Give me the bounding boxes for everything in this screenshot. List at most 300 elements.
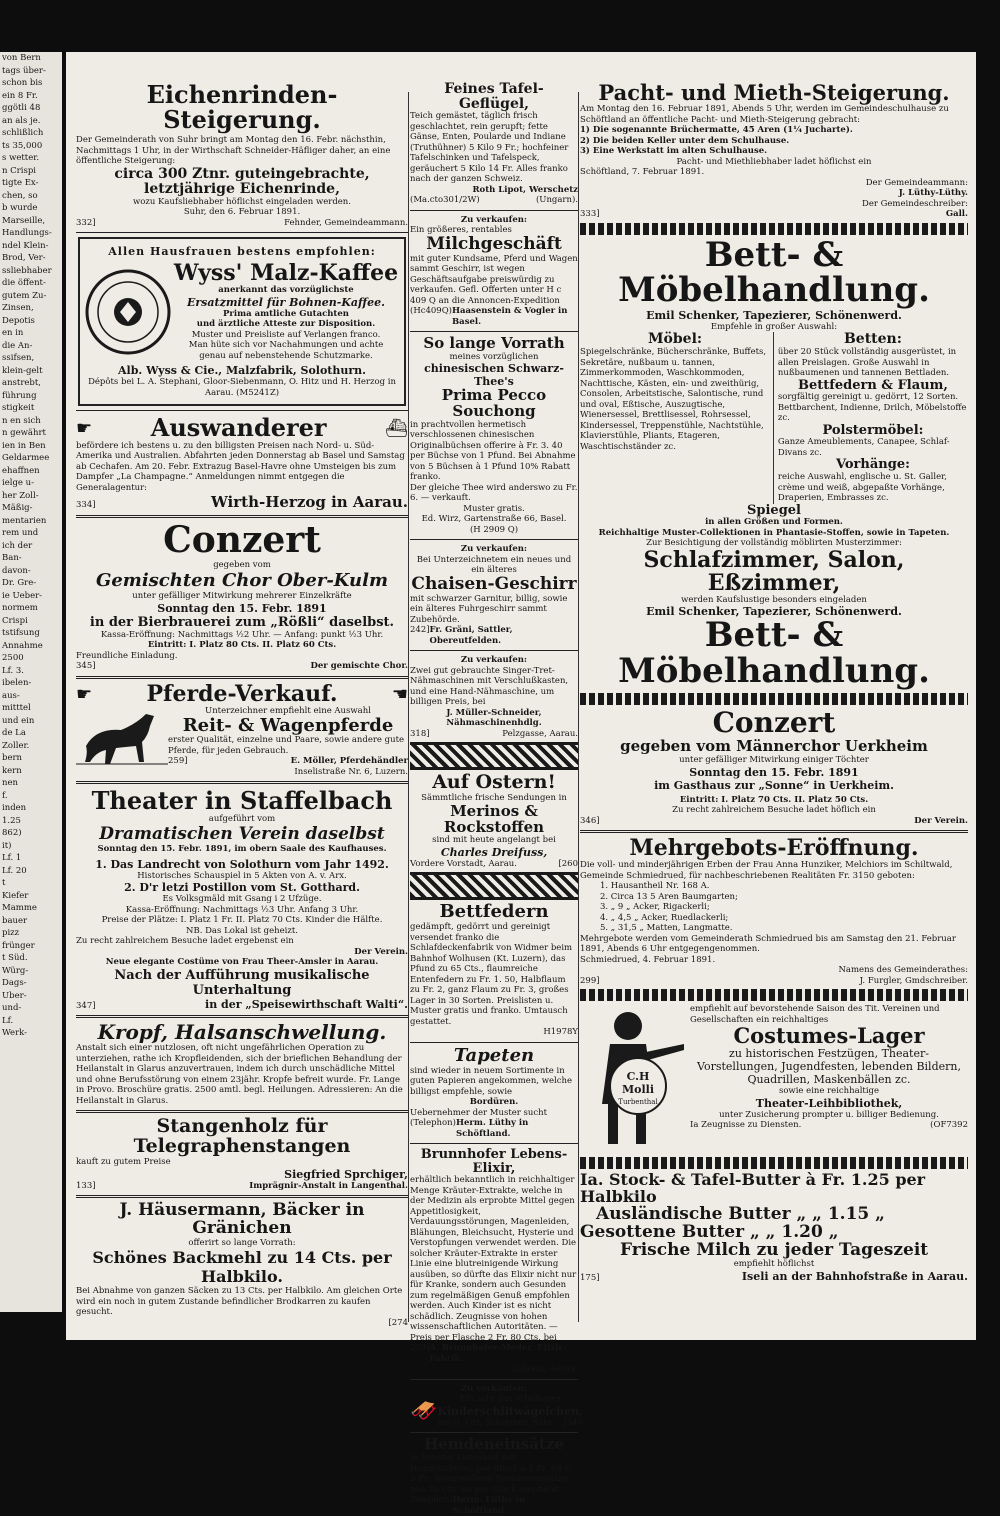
ad-title: Pacht- und Mieth-Steigerung. [598, 80, 950, 105]
ad-kropf [76, 1022, 408, 1106]
section-heading: Vorhänge: [835, 457, 910, 473]
ad-text: Teich gemästet, täglich frisch geschlachtet, rein gerupft; fette Gänse, Enten, Poularde und Indiane (Truthühner) 5 Kilo 9 Fr.; hochfeiner Tafelschinken und Tafelspeck, geräuchert 5 Kilo 14 Fr. Alles franko nach der ganzen Schweiz. [410, 111, 569, 185]
ad-agent: Wirth-Herzog in Aarau. [210, 493, 408, 512]
strip-line: führung [2, 390, 37, 401]
ad-prices: Preise der Plätze: I. Platz 1 Fr. II. Platz 70 Cts. Kinder die Hälfte. [101, 915, 383, 926]
ad-highlight: Schönes Backmehl zu 14 Cts. per Halbkilo. [92, 1248, 392, 1287]
ad-text: Bordüren. [469, 1097, 519, 1108]
strip-line: Werk- [2, 1028, 28, 1038]
ad-title: Eichenrinden-Steigerung. [146, 80, 338, 135]
strip-line: chen, so [2, 190, 38, 201]
strip-line: aus- [2, 690, 20, 701]
ad-highlight: circa 300 Ztnr. guteingebrachte, letztjährige Eichenrinde, [114, 165, 370, 197]
divider [76, 515, 408, 518]
ad-text: wozu Kaufsliebhaber höflichst eingeladen werden. [133, 196, 351, 207]
ad-naehmaschinen [410, 655, 578, 739]
column-left [76, 82, 408, 1328]
ad-mehrgebots [580, 837, 968, 986]
strip-line: n gewährt [2, 428, 46, 438]
ad-number: (OF7392 [930, 1120, 968, 1131]
ad-subtitle: Ein größeres, rentables [410, 225, 512, 236]
ad-number: [274 [388, 1317, 408, 1328]
strip-line: Zinsen, [2, 303, 34, 313]
ad-text: kauft zu gutem Preise [76, 1157, 171, 1167]
ad-number: 259] [168, 756, 188, 767]
strip-line: Brod, Ver- [2, 253, 46, 263]
ad-signature: Der Gemeindeschreiber: [862, 198, 968, 209]
strip-line: Dags- [2, 978, 27, 988]
ad-title: Kropf, Halsanschwellung. [97, 1020, 387, 1045]
strip-line: ielge u- [2, 478, 34, 488]
ad-club: Dramatischen Verein daselbst [99, 824, 385, 845]
ad-date: Schöftland, 7. Februar 1891. [580, 167, 705, 178]
ad-subtitle: gegeben vom [213, 559, 271, 570]
ad-firm: Roth Lipot, Werschetz [472, 184, 578, 195]
strip-line: f. [2, 790, 8, 801]
strip-line: t Süd. [2, 953, 28, 963]
ad-haeusermann [76, 1202, 408, 1328]
strip-line: ehaffnen [2, 465, 40, 476]
ad-line: Man hüte sich vor Nachahmungen und achte [188, 340, 384, 351]
ad-title: Feines Tafel-Geflügel, [444, 81, 544, 112]
ad-firm2: Imprägnir-Anstalt in Langenthal. [249, 1180, 408, 1191]
ad-number: (Ma.cto301/2W) [410, 195, 480, 206]
steamship-icon: ⛴ [385, 417, 408, 439]
ad-number: 332] [76, 217, 96, 228]
ad-line: Zur Besichtigung der vollständig möblirten Musterzimmer: [646, 538, 902, 549]
divider [410, 650, 578, 651]
ornament-border [580, 1157, 968, 1169]
ad-firm: Emil Schenker, Tapezierer, Schönenwerd. [646, 308, 902, 322]
ad-times: Kassa-Eröffnung: Nachmittags ½2 Uhr. — Anfang: punkt ½3 Uhr. [100, 629, 384, 640]
strip-line: und- [2, 1003, 22, 1013]
ad-hemdeneinsaetze [410, 1437, 578, 1516]
ad-place: (Ungarn). [535, 195, 578, 206]
strip-line: de La [2, 728, 26, 738]
ad-number: 347] [76, 1000, 96, 1011]
strip-line: n en sich [2, 415, 41, 426]
ad-number: 175] [580, 1272, 600, 1283]
ad-text: Bei Abnahme von ganzen Säcken zu 13 Cts. per Halbkilo. Am gleichen Orte wird ein noch in gutem Zustande befindlicher Brodkarren zu kaufen gesucht. [76, 1286, 403, 1318]
ad-line: Ia. Stock- & Tafel-Butter à Fr. 1.25 per Halbkilo [580, 1170, 926, 1207]
ad-signature: Namens des Gemeinderathes: [838, 965, 968, 976]
divider [410, 210, 578, 211]
ad-text: Die voll- und minderjährigen Erben der Frau Anna Hunziker, Melchiors im Schiltwald, Gemeinde Schmiedrued, für nachbeschriebenen Realitäten Fr. 3150 geboten: [580, 860, 953, 881]
ad-place: im Gasthaus zur „Sonne“ in Uerkheim. [654, 778, 894, 792]
ad-times: Kassa-Eröffnung: Nachmittags ½3 Uhr. Anfang 3 Uhr. [125, 904, 359, 915]
ad-after: Nach der Aufführung musikalische Unterhaltung [114, 967, 370, 998]
strip-line: Zoller. [2, 740, 30, 751]
horse-icon [76, 706, 168, 768]
ad-firm: Alb. Wyss & Cie., Malzfabrik, Solothurn. [118, 364, 366, 378]
ad-number: 334] [76, 500, 96, 511]
ad-firm: bei G. Ort, Schreiner, Suhr. [437, 1417, 555, 1428]
ad-firm: Ed. Wirz, Gartenstraße 66, Basel. [421, 514, 567, 525]
column-right [580, 82, 968, 1283]
ad-title: Brunnhofer Lebens-Elixir, [420, 1147, 568, 1176]
strip-line: Marseille, [2, 215, 46, 226]
ad-text: in feinster Leinwand mit Handstickerei, per Stück à 1 Fr. 68 & 3 Fr.; baumwollene Hemdeneinsätze von 20 Cts. an per Stück empfiehlt [410, 1453, 573, 1495]
ad-place: Pelzgasse, Aarau. [502, 728, 578, 739]
strip-line: pizz [2, 928, 20, 938]
ad-pacht-steigerung [580, 82, 968, 220]
strip-line: gutem Zu- [2, 290, 47, 301]
ad-line: Gesottene Butter „ „ 1.20 „ [580, 1221, 839, 1242]
ad-line: werden Kaufslustige besonders eingeladen [681, 594, 867, 605]
ad-number: (H 2909 Q) [469, 524, 519, 535]
ad-firm: J. Müller-Schneider, Nähmaschinenhdlg. [446, 707, 542, 729]
divider [580, 830, 968, 833]
ad-item: 2. Circa 13 5 Aren Baumgarten; [600, 891, 738, 902]
ad-title: Bett- & Möbelhandlung. [618, 234, 930, 311]
ad-title: Bettfedern [439, 901, 549, 923]
ad-date: Suhr, den 6. Februar 1891. [183, 207, 301, 218]
strip-line: n Crispi [2, 165, 36, 176]
ad-rooms: Schlafzimmer, Salon, Eßzimmer, [643, 546, 905, 596]
strip-line: anstrebt, [2, 378, 41, 388]
ad-subtitle: offerirt so lange Vorrath: [188, 1237, 296, 1248]
section-text: Spiegelschränke, Bücherschränke, Buffets, Sekretäre, nußbaum u. tannen, Zimmerkommoden, Waschkommoden, Nachttische, Kästen, ein- und zweithürig, Consolen, Arbeitstische, Salontische, rund und oval, Eßtische, Auszugtische, Wienersessel, Brettlisessel, Rohrsessel, Kindersessel, Treppenstühle, Nachtstühle, Klavierstühle, Pliants, Etageren, Waschtischständer zc. [580, 347, 767, 452]
logo-text: C.H [626, 1070, 650, 1084]
ad-invite: Zu recht zahlreichem Besuche ladet höflich ein [672, 805, 876, 816]
ad-costumes [580, 1004, 968, 1154]
ad-agent: Haasenstein & Vogler in Basel. [452, 306, 568, 327]
ad-firm: Iseli an der Bahnhofstraße in Aarau. [741, 1269, 968, 1283]
ad-title: Hemdeneinsätze [424, 1435, 564, 1454]
logo-text: Molli [621, 1083, 655, 1097]
ad-invite: Freundliche Einladung. [76, 650, 178, 661]
ad-date: Schmiedrued, 4. Februar 1891. [580, 954, 716, 965]
divider [76, 781, 408, 784]
ad-title: Costumes-Lager [733, 1023, 925, 1049]
ad-firm: Siegfried Sprchiger, [284, 1167, 408, 1181]
ad-subtitle: Bei Unterzeichnetem ein neues und ein älteres [416, 554, 572, 576]
ad-date: Sonntag den 15. Febr. 1891, im obern Saale des Kaufhauses. [97, 844, 387, 855]
ad-pferde [76, 680, 408, 777]
ad-note: NB. Das Lokal ist geheizt. [186, 925, 298, 936]
ad-schlitwaegelchen [410, 1383, 583, 1429]
herald-figure-icon [580, 1004, 690, 1154]
section-heading: Spiegel [747, 502, 801, 518]
ornament-border [580, 989, 968, 1001]
strip-line: s wetter. [2, 153, 40, 163]
strip-line: stigkeit [2, 403, 35, 413]
section-text: reiche Auswahl, englische u. St. Galler, crème und weiß, abgepaßte Vorhänge, Draperien, Embrasses zc. [777, 472, 947, 504]
ad-item: 1) Die sogenannte Brüchermatte, 45 Aren (1¼ Jucharte). [580, 125, 853, 136]
column-middle [410, 81, 583, 1516]
ad-item: 2) Die beiden Keller unter dem Schulhause. [580, 135, 790, 146]
strip-line: tags über- [2, 65, 46, 76]
ad-number: [340 [563, 1417, 583, 1428]
ad-text: zu historischen Festzügen, Theater-Vorstellungen, Jugendfesten, lebenden Bildern, Quadrillen, Maskenbällen zc. [697, 1047, 961, 1087]
malzkaffee-logo-icon [84, 268, 172, 356]
strip-line: und ein [2, 715, 35, 726]
ad-title: Mehrgebots-Eröffnung. [629, 835, 919, 862]
strip-line: en in [2, 328, 24, 338]
ad-choir: gegeben vom Männerchor Uerkheim [620, 737, 928, 756]
ad-text: Zwei gut gebrauchte Singer-Tret-Nähmaschinen mit Verschlußkasten, und eine Hand-Nähmaschine, um billigen Preis, bei [410, 665, 569, 708]
strip-line: Annahme [2, 640, 43, 651]
strip-line: tigte Ex- [2, 178, 39, 188]
ornament-border [410, 742, 578, 770]
ad-eichenrinden [76, 82, 408, 228]
ad-desc: erster Qualität, einzelne und Paare, sowie andere gute Pferde, für jeden Gebrauch. [168, 735, 405, 756]
ad-address: Inselistraße Nr. 6, Luzern. [294, 766, 408, 777]
ad-subtitle: Empfehle in großer Auswahl: [710, 321, 838, 332]
strip-line: von Bern [2, 53, 41, 63]
ad-text: Der gleiche Thee wird anderswo zu Fr. 6. — verkauft. [410, 482, 578, 504]
ad-line: Frische Milch zu jeder Tageszeit [620, 1239, 929, 1260]
strip-line: Geldarmee [2, 453, 50, 463]
ad-firm: A. Brunnhofer-Meder, Elixir-Fabrik. [429, 1343, 567, 1364]
ad-signature: Der Gemeindeammann: [865, 177, 968, 188]
divider [410, 1042, 578, 1043]
ad-play-desc: Historisches Schauspiel in 5 Akten von A. v. Arx. [137, 870, 347, 881]
ad-subtitle: meines vorzüglichen [449, 351, 539, 362]
ad-signature: Gall. [945, 209, 968, 220]
ad-choir: Gemischten Chor Ober-Kulm [95, 570, 389, 592]
ad-text: Der Gemeinderath von Suhr bringt am Montag den 16. Febr. nächsthin, Nachmittags 1 Uhr, in der Wirthschaft Schneider-Häfliger daher, an eine öffentliche Steigerung: [76, 135, 391, 167]
ad-tapeten [410, 1044, 578, 1139]
strip-line: ssliebhaber [2, 265, 52, 276]
ad-head: Zu verkaufen: [460, 1383, 528, 1394]
ad-malzkaffee [78, 237, 406, 406]
strip-line: Lf. 1 [2, 853, 22, 863]
strip-line: ts 35,000 [2, 140, 43, 151]
ad-conzert-oberkulm [76, 519, 408, 672]
ad-line: genau auf nebenstehende Schutzmarke. [199, 350, 373, 361]
strip-line: it) [2, 840, 12, 851]
section-text: Ganze Ameublements, Canapee, Schlaf-Divans zc. [777, 437, 950, 458]
ad-title: J. Häusermann, Bäcker in Gränichen [119, 1200, 365, 1238]
ad-prices: Eintritt: I. Platz 80 Cts. II. Platz 60 Cts. [147, 640, 337, 651]
pointing-hand-icon: ☛ [76, 684, 93, 705]
ad-brand: Wyss' Malz-Kaffee [173, 260, 399, 287]
strip-line: mentarien [2, 515, 47, 526]
ad-title: Bett- & Möbelhandlung. [618, 615, 930, 692]
ad-number: 299] [580, 975, 600, 986]
ad-head: Zu verkaufen: [460, 544, 528, 555]
ad-address: Vordere Vorstadt, Aarau. [410, 858, 517, 869]
strip-line: 862) [2, 828, 22, 838]
ad-item: 1. Hausantheil Nr. 168 A. [600, 881, 710, 892]
ad-signature: Der Verein. [354, 946, 408, 957]
section-heading: Polstermöbel: [822, 422, 924, 438]
ad-date: Sonntag den 15. Febr. 1891 [689, 765, 859, 779]
ad-theater-staffelbach [76, 788, 408, 1011]
ad-lebens-elixir [410, 1148, 578, 1375]
ad-subtitle: sowie eine reichhaltige [778, 1086, 880, 1097]
section-heading: Möbel: [648, 331, 703, 348]
ad-highlight: Reit- & Wagenpferde [182, 714, 394, 736]
ad-prices: Eintritt: I. Platz 70 Cts. II. Platz 50 Cts. [679, 794, 869, 805]
ad-tea: chinesischen Schwarz-Thee's [424, 362, 564, 389]
ornament-border [410, 872, 578, 900]
ad-number: 346] [580, 815, 600, 826]
ad-text: Unterzeichner empfiehlt eine Auswahl [205, 706, 371, 717]
ad-text: Pacht- und Miethliebhaber ladet höflichst ein [676, 156, 872, 167]
ad-text: erhältlich bekanntlich in reichhaltiger Menge Kräuter-Extrakte, welche in der Medizin als erprobte Mittel gegen Appetitlosigkeit, Verdauungsstörungen, Magenleiden, Blähungen, Bleichsucht, Hysterie und Verstopfungen verwendet werden. Die solcher Kräuter-Extrakte in erster Linie eine blutreinigende Wirkung ausüben, so dürfte das Elixir nicht nur für Kranke, sondern auch Gesunden zum regelmäßigen Genuß empfohlen werden. Auch Kinder ist es nicht schädlich. Zeugnisse von hohen wissenschaftlichen Autoritäten. — Preis per Flasche 2 Fr. 80 Cts. bei [410, 1175, 577, 1343]
strip-line: Crispi [2, 615, 28, 626]
ad-title: Stangenholz für Telegraphenstangen [133, 1115, 351, 1158]
ad-subtitle: Ein sehr gut erhaltenes [459, 1394, 561, 1405]
ad-signature: J. Furgler, Gmdschreiber. [859, 975, 968, 986]
strip-line: Dr. Gre- [2, 578, 37, 588]
ad-text: gedämpft, gedörrt und gereinigt versendet franko die Schlafdeckenfabrik von Widmer beim Bahnhof Wolhusen (Kt. Luzern), das Pfund zu 65 Cts., flaumreiche Entenfedern zu Fr. 1. 50, Halbflaum zu Fr. 2, ganz Flaum zu Fr. 3, großes Lager in 30 Sorten. Preislisten u. Muster gratis und franko. Umtausch gestattet. [410, 922, 573, 1027]
logo-text: Turbenthal [618, 1098, 658, 1107]
strip-line: die öffent- [2, 278, 46, 288]
ad-milchgeschaeft [410, 215, 578, 327]
ad-ostern [410, 773, 578, 869]
ad-signature: Der gemischte Chor. [310, 661, 408, 672]
ad-place: in der „Speisewirthschaft Walti“. [205, 997, 408, 1011]
ad-signature: J. Lüthy-Lüthy. [898, 188, 968, 199]
ad-text: Am Montag den 16. Februar 1891, Abends 5 Uhr, werden im Gemeindeschulhause zu Schöftland an öffentliche Pacht- und Mieth-Steigerung gebracht: [580, 104, 949, 125]
ad-text: Mehrgebote werden vom Gemeinderath Schmiedrued bis am Samstag den 21. Februar 1891, Abends 6 Uhr entgegengenommen. [580, 933, 956, 955]
strip-line: bauer [2, 915, 28, 926]
ad-auswanderer [76, 415, 408, 511]
strip-line: Lf. [2, 1015, 14, 1026]
ad-text: unter gefälliger Mitwirkung mehrerer Einzelkräfte [132, 591, 352, 602]
ad-intro: empfiehlt auf bevorstehende Saison des Tit. Vereinen und Gesellschaften ein reichhaltiges [690, 1004, 940, 1025]
ad-title: Auswanderer [150, 413, 327, 443]
ad-depots: Dépôts bei L. A. Stephani, Gloor-Siebenmann, O. Hitz und H. Herzog in Aarau. (M5241Z) [88, 377, 396, 398]
strip-line: nen [2, 778, 18, 788]
divider [76, 410, 408, 411]
divider [410, 1143, 578, 1144]
ad-chaisen [410, 544, 578, 646]
ornament-border [580, 223, 968, 235]
pointing-hand-icon: ☛ [76, 417, 93, 439]
ad-play: 1. Das Landrecht von Solothurn vom Jahr 1492. [95, 857, 389, 871]
ad-text: unter gefälliger Mitwirkung einiger Töchter [679, 755, 869, 766]
ad-gefluegel [410, 82, 578, 206]
strip-line: Depotis [2, 315, 35, 326]
ad-title: Tapeten [453, 1044, 535, 1066]
column-rule [578, 92, 579, 1322]
strip-line: ggötli 48 [2, 103, 41, 113]
ad-text: sind mit heute angelangt bei [432, 835, 556, 846]
ad-firm: Herm. Lüthy in Schöftland. [455, 1118, 529, 1139]
ad-title: Auf Ostern! [432, 771, 556, 794]
strip-line: Lf. 3. [2, 665, 25, 676]
ad-text: Uebernehmer der Muster sucht [410, 1107, 548, 1118]
ad-subtitle: Sämmtliche frische Sendungen in [421, 793, 567, 804]
ad-thee [410, 336, 578, 535]
ad-firm: Emil Schenker, Tapezierer, Schönenwerd. [646, 605, 902, 619]
strip-line: Handlungs- [2, 228, 52, 238]
strip-line: rem und [2, 528, 39, 538]
ad-text: mit schwarzer Garnitur, billig, sowie ein älteres Fuhrgeschirr sammt Zubehörde. [410, 593, 568, 625]
ad-number: 133] [76, 1180, 96, 1191]
strip-line: ie Ueber- [2, 590, 43, 601]
strip-line: bern [2, 753, 23, 763]
column-rule [408, 92, 409, 1322]
strip-line: kern [2, 765, 22, 776]
ad-title: So lange Vorrath [423, 334, 565, 353]
strip-line: die An- [2, 340, 33, 351]
ad-line: Reichhaltige Muster-Collektionen in Phantasie-Stoffen, sowie in Tapeten. [598, 527, 950, 538]
ad-line: Prima amtliche Gutachten [223, 308, 349, 319]
strip-line: Ban- [2, 553, 22, 563]
ad-subtitle: empfiehlt höflichst [733, 1259, 815, 1270]
ad-number: 239] [410, 1343, 430, 1354]
strip-line: frünger [2, 940, 35, 951]
ad-title: Conzert [163, 519, 321, 562]
ad-number: 318] [410, 728, 430, 739]
strip-line: ien in Ben [2, 440, 46, 451]
ad-title: Theater in Staffelbach [91, 786, 393, 816]
divider [76, 1110, 408, 1113]
section-heading: Betten: [843, 331, 902, 348]
strip-line: 1.25 [2, 815, 21, 826]
sled-icon: 🛷 [410, 1398, 438, 1424]
divider [76, 1195, 408, 1198]
ad-title: Allen Hausfrauen bestens empfohlen: [108, 245, 376, 259]
ornament-border [580, 693, 968, 705]
strip-line: Uber- [2, 990, 27, 1001]
section-text: über 20 Stück vollständig ausgerüstet, in allen Preislagen. Große Auswahl in nußbaumenen und tannenen Bettladen. [777, 347, 957, 379]
ad-place: in der Bierbrauerei zum „Rößli“ daselbst. [89, 614, 395, 630]
ad-line: und ärztliche Atteste zur Disposition. [196, 319, 376, 330]
ad-firm: Herm. Lüthy in Schöftland. [452, 1495, 526, 1516]
ad-text: mit guter Kundsame, Pferd und Wagen sammt Geschirr, ist wegen Geschäftsaufgabe preiswürdig zu verkaufen. Gefl. Offerten unter H c 409 Q an die Annoncen-Expedition [410, 253, 578, 306]
strip-line: tstifsung [2, 628, 40, 638]
strip-line: ein 8 Fr. [2, 90, 38, 101]
ad-conzert-uerkheim [580, 705, 968, 826]
ad-bett-moebel [580, 234, 968, 692]
ad-signature: Der Verein. [914, 815, 968, 826]
ad-number: (Telephon) [410, 1118, 456, 1129]
strip-line: t [2, 878, 6, 888]
strip-line: b wurde [2, 203, 38, 213]
ad-text: in prachtvollen hermetisch verschlossenen chinesischen Originalbüchsen offerire à Fr. 3. 40 per Büchse von 1 Pfund. Bei Abnahme von 5 Büchsen à 1 Pfund 10% Rabatt franko. [410, 419, 576, 483]
ad-number: 242] [410, 625, 430, 636]
ad-title: Milchgeschäft [426, 233, 562, 254]
ad-title: Kinderschlitwägelchen, [437, 1404, 583, 1418]
ad-number: 345] [76, 661, 96, 672]
ad-date: Sonntag den 15. Febr. 1891 [157, 601, 327, 615]
strip-line: normem [2, 603, 38, 613]
ad-brand: Prima Pecco Souchong [441, 386, 547, 421]
ad-line: Ausländische Butter „ „ 1.15 „ [596, 1203, 885, 1224]
ad-costume: Neue elegante Costüme von Frau Theer-Amsler in Aarau. [105, 957, 379, 968]
section-text: sorgfältig gereinigt u. gedörrt, 12 Sorten. Bettbarchent, Indienne, Drilch, Möbelstoffe zc. [777, 392, 967, 424]
strip-line: klein-gelt [2, 365, 43, 376]
ad-text: sind wieder in neuem Sortimente in guten Papieren angekommen, welche billigst empfehle, sowie [410, 1065, 573, 1097]
strip-line: ndel Klein- [2, 240, 49, 251]
ad-title: Chaisen-Geschirr [411, 573, 577, 594]
ad-number: 333] [580, 209, 600, 220]
ad-muster: Muster gratis. [463, 503, 525, 514]
divider [410, 1379, 578, 1380]
ad-number: (Hc409Q) [410, 306, 452, 317]
strip-line: ssifsen, [2, 353, 35, 363]
ad-head: Zu verkaufen: [460, 214, 528, 225]
ad-highlight: Merinos & Rockstoffen [443, 801, 545, 836]
divider [76, 676, 408, 679]
strip-line: schlißlich [2, 128, 44, 138]
ad-title: Conzert [712, 705, 836, 739]
strip-line: her Zoll- [2, 490, 39, 501]
section-heading: Bettfedern & Flaum, [797, 377, 948, 393]
ad-stangenholz [76, 1117, 408, 1191]
ad-text: Anstalt sich einer nutzlosen, oft nicht ungefährlichen Operation zu unterziehen, rathe ich Kropfleidenden, sich der brieflichen Behandlung der Heilanstalt in Glarus anzuvertrauen, indem ich durch unschädliche Mittel und ohne Berufsstörung von einem 23jähr. Kropfe befreit wurde. Fr. Lange in Provo. Broschüre gratis. 2500 amtl. begl. Heilungen. Adressieren: An die Heilanstalt in Glarus. [76, 1043, 403, 1106]
ad-seller: E. Möller, Pferdehändler [290, 756, 408, 767]
ad-number: H1978Y [543, 1027, 578, 1038]
strip-line: 2500 [2, 653, 24, 663]
ad-line: anerkannt das vorzüglichste [218, 285, 354, 296]
